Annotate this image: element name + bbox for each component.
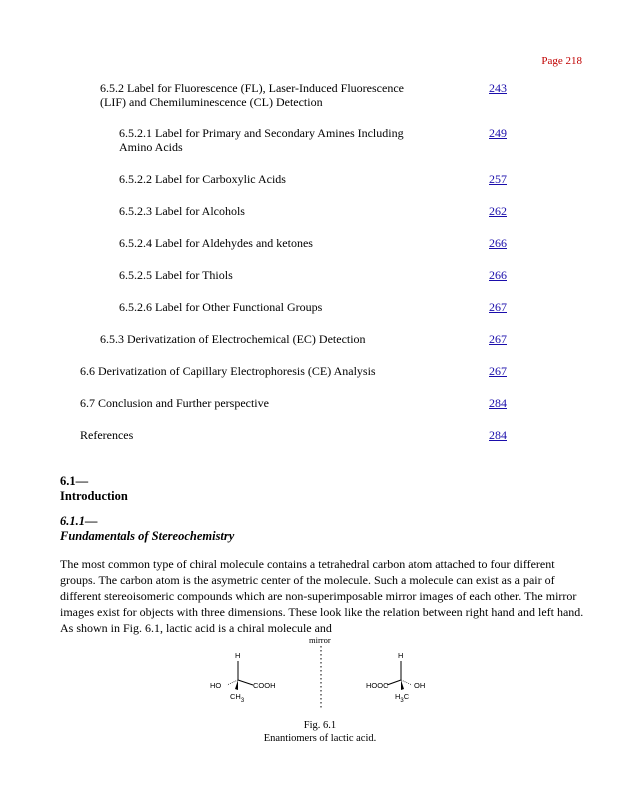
figure-caption-number: Fig. 6.1 <box>303 720 337 731</box>
body-paragraph: The most common type of chiral molecule contains a tetrahedral carbon atom attached to four different groups. The carbon atom is the asymetric center of the molecule. Such a molecule can exist as a pair of different stereoisomeric compounds which are non-superimposable mirror images of each other. The mirror images exist for objects with three dimensions. These look like the relation between right hand and left hand. As shown in Fig. 6.1, lactic acid is a chiral molecule and <box>60 557 584 635</box>
subsection-number: 6.1.1— <box>60 514 98 528</box>
toc-entry-label: 6.5.2.6 Label for Other Functional Groups <box>119 300 323 314</box>
toc-page-link[interactable]: 284 <box>489 428 507 442</box>
left-enantiomer <box>210 651 276 704</box>
toc-entry-label: References <box>80 428 134 442</box>
toc-page-link[interactable]: 266 <box>489 236 507 250</box>
toc-entry-label: 6.5.2 Label for Fluorescence (FL), Laser-Induced Fluorescence (LIF) and Chemiluminescence (CL) Detection <box>100 81 404 109</box>
section-number: 6.1— <box>60 474 89 488</box>
toc-entry-label: 6.5.2.4 Label for Aldehydes and ketones <box>119 236 313 250</box>
toc-page-link[interactable]: 257 <box>489 172 507 186</box>
page-number: Page 218 <box>541 55 582 67</box>
toc-entry-label: 6.7 Conclusion and Further perspective <box>80 396 269 410</box>
figure-enantiomers <box>195 632 455 712</box>
left-atom-cooh: COOH <box>253 681 276 690</box>
toc-page-link[interactable]: 267 <box>489 364 507 378</box>
toc-entry-label: 6.5.2.3 Label for Alcohols <box>119 204 245 218</box>
toc-page-link[interactable]: 243 <box>489 81 507 95</box>
left-atom-ch3: $CH_3$ <box>230 692 245 704</box>
wedge-bond <box>401 680 404 690</box>
bond <box>387 680 401 685</box>
right-enantiomer <box>366 651 425 704</box>
figure-caption-text: Enantiomers of lactic acid. <box>263 733 377 744</box>
toc-page-link[interactable]: 267 <box>489 332 507 346</box>
wedge-bond <box>235 680 238 690</box>
toc-page-link[interactable]: 249 <box>489 126 507 140</box>
lactic-acid-structures <box>195 632 455 712</box>
toc-entry-label: 6.5.2.1 Label for Primary and Secondary Amines Including Amino Acids <box>119 126 404 154</box>
toc-page-link[interactable]: 284 <box>489 396 507 410</box>
left-atom-h: H <box>235 651 241 660</box>
left-atom-ho: HO <box>210 681 222 690</box>
hashed-bond <box>401 680 412 685</box>
toc-page-link[interactable]: 262 <box>489 204 507 218</box>
bond <box>238 680 253 685</box>
hashed-bond <box>227 680 238 685</box>
toc-page-link[interactable]: 266 <box>489 268 507 282</box>
mirror-label: mirror <box>309 635 331 645</box>
right-atom-h: H <box>398 651 404 660</box>
right-atom-oh: OH <box>414 681 426 690</box>
toc-entry-label: 6.5.2.5 Label for Thiols <box>119 268 233 282</box>
section-title: Introduction <box>60 489 128 503</box>
subsection-title: Fundamentals of Stereochemistry <box>60 529 235 543</box>
toc-entry-label: 6.6 Derivatization of Capillary Electrophoresis (CE) Analysis <box>80 364 376 378</box>
right-atom-h3c: $H_3C$ <box>395 692 410 704</box>
right-atom-hooc: HOOC <box>366 681 389 690</box>
toc-page-link[interactable]: 267 <box>489 300 507 314</box>
toc-entry-label: 6.5.2.2 Label for Carboxylic Acids <box>119 172 286 186</box>
toc-entry-label: 6.5.3 Derivatization of Electrochemical (EC) Detection <box>100 332 366 346</box>
